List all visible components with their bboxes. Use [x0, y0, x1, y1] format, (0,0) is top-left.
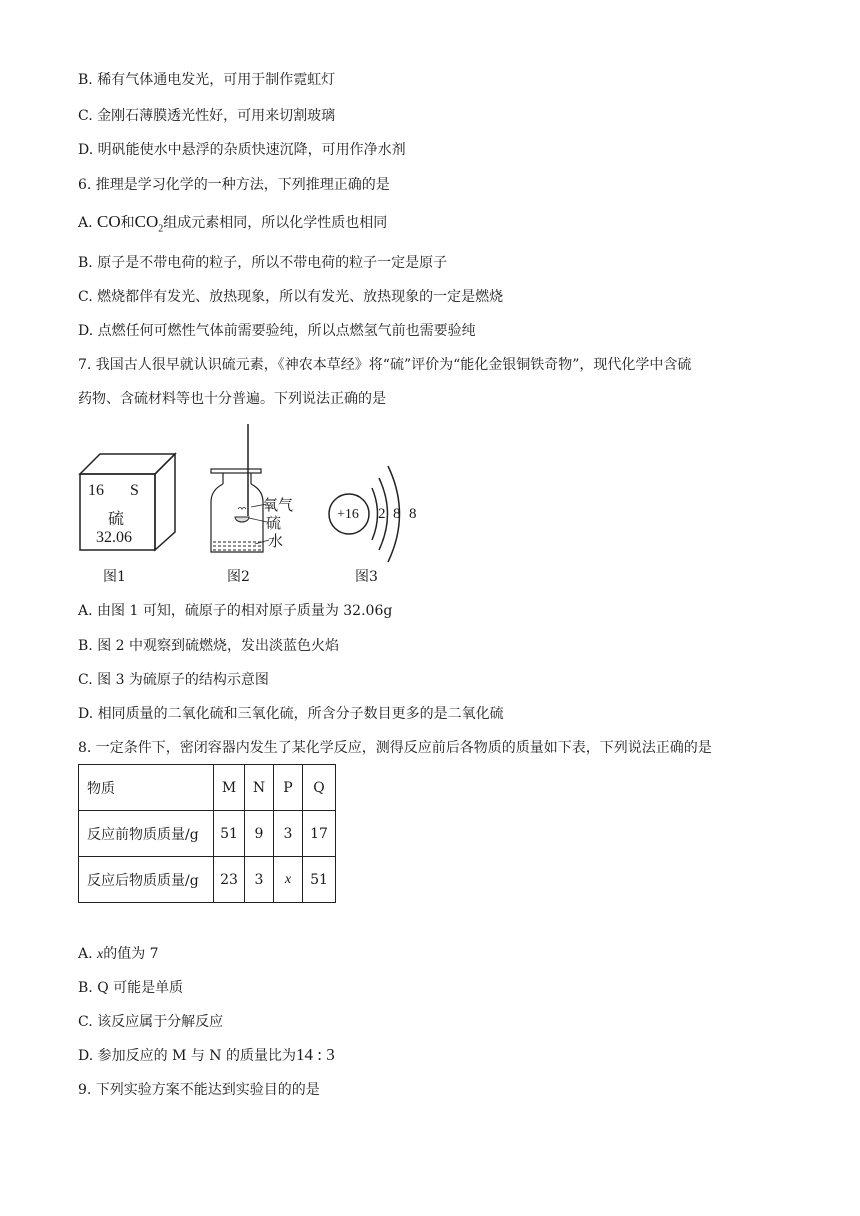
q6-option-a: [78, 212, 387, 239]
table-cell: 17: [303, 811, 336, 857]
table-cell: 反应后物质质量/g: [79, 857, 214, 903]
q8-option-c: C. 该反应属于分解反应: [78, 1014, 224, 1030]
nucleus-charge: +16: [337, 507, 359, 522]
table-header-cell: 物质: [79, 765, 214, 811]
q5-option-c: C. 金刚石薄膜透光性好，可用来切割玻璃: [78, 108, 336, 124]
table-cell: 9: [245, 811, 274, 857]
q7-option-a: A. 由图 1 可知，硫原子的相对原子质量为 32.06g: [78, 603, 393, 619]
table-cell: x: [274, 857, 303, 903]
shell-3-electrons: 8: [409, 506, 417, 522]
label-oxygen: 氧气: [263, 496, 294, 514]
q5-option-b: B. 稀有气体通电发光，可用于制作霓虹灯: [78, 72, 336, 88]
q7-stem-line1: 7. 我国古人很早就认识硫元素，《神农本草经》将“硫”评价为“能化金银铜铁奇物”，现代化学中含硫: [78, 357, 692, 373]
mass-ratio: 14 : 3: [296, 1045, 335, 1064]
q6-option-d: D. 点燃任何可燃性气体前需要验纯，所以点燃氢气前也需要验纯: [78, 323, 476, 339]
table-header-cell: Q: [303, 765, 336, 811]
q6-option-b: B. 原子是不带电荷的粒子，所以不带电荷的粒子一定是原子: [78, 255, 448, 271]
table-cell: 3: [274, 811, 303, 857]
option-text: 组成元素相同，所以化学性质也相同: [163, 215, 388, 231]
variable-x: x: [97, 947, 104, 962]
table-cell: 51: [214, 811, 245, 857]
mass-table: [78, 764, 336, 903]
figure2-gas-jar: [205, 424, 275, 554]
option-prefix: A.: [78, 215, 98, 231]
element-mass: 32.06: [96, 529, 132, 546]
q7-stem-line2: 药物、含硫材料等也十分普遍。下列说法正确的是: [78, 391, 386, 407]
q7-option-c: C. 图 3 为硫原子的结构示意图: [78, 672, 269, 688]
table-header-cell: N: [245, 765, 274, 811]
table-row: [79, 811, 336, 857]
q7-option-b: B. 图 2 中观察到硫燃烧，发出淡蓝色火焰: [78, 638, 339, 654]
q8-stem: 8. 一定条件下，密闭容器内发生了某化学反应，测得反应前后各物质的质量如下表，下列说法正确的是: [78, 740, 712, 756]
shell-1-electrons: 2: [378, 506, 386, 522]
table-cell: 反应前物质质量/g: [79, 811, 214, 857]
table-header-row: [79, 765, 336, 811]
table-cell: 3: [245, 857, 274, 903]
q5-option-d: D. 明矾能使水中悬浮的杂质快速沉降，可用作净水剂: [78, 142, 406, 158]
q7-option-d: D. 相同质量的二氧化硫和三氧化硫，所含分子数目更多的是二氧化硫: [78, 706, 504, 722]
element-symbol: S: [130, 482, 139, 499]
element-atomic-number: 16: [88, 482, 104, 499]
figure2-caption: 图2: [227, 569, 250, 585]
option-text: 的值为 7: [103, 946, 159, 962]
figure1-element-cube: [78, 452, 188, 554]
formula-co: CO: [97, 212, 121, 231]
figure1-caption: 图1: [103, 569, 126, 585]
figure3-caption: 图3: [355, 569, 378, 585]
q6-stem: 6. 推理是学习化学的一种方法，下列推理正确的是: [78, 177, 390, 193]
table-row: [79, 857, 336, 903]
table-header-cell: P: [274, 765, 303, 811]
figure3-atom-structure: [325, 460, 430, 565]
table-header-cell: M: [214, 765, 245, 811]
conjunction: 和: [120, 215, 135, 231]
q8-option-b: B. Q 可能是单质: [78, 980, 184, 996]
table-cell: 23: [214, 857, 245, 903]
label-sulfur: 硫: [266, 514, 282, 532]
q6-option-c: C. 燃烧都伴有发光、放热现象，所以有发光、放热现象的一定是燃烧: [78, 289, 504, 305]
option-text: D. 参加反应的 M 与 N 的质量比为: [78, 1048, 297, 1064]
formula-co2-base: CO: [134, 212, 159, 231]
q8-option-a: [78, 944, 159, 965]
option-prefix: A.: [78, 946, 98, 962]
table-cell: 51: [303, 857, 336, 903]
element-name: 硫: [108, 509, 125, 528]
shell-2-electrons: 8: [393, 506, 401, 522]
formula-co2-subscript: 2: [158, 223, 164, 235]
q9-stem: 9. 下列实验方案不能达到实验目的的是: [78, 1082, 320, 1098]
q8-option-d: [78, 1045, 335, 1066]
label-water: 水: [268, 532, 284, 550]
formula-co2: [134, 212, 164, 235]
